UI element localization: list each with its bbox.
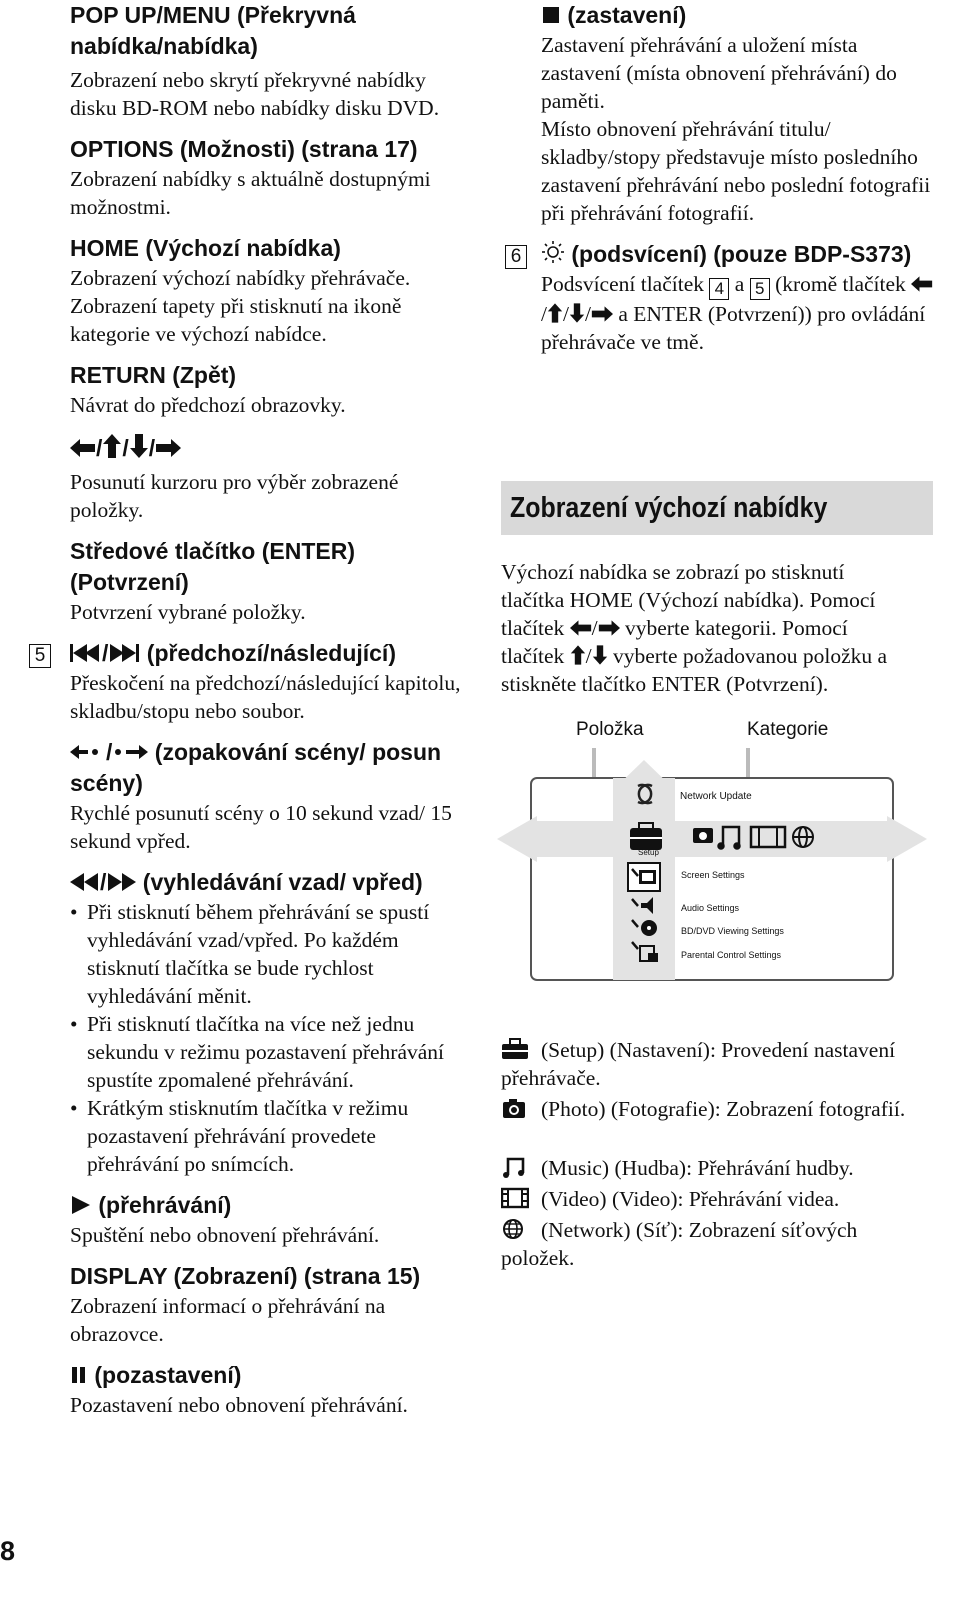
- play-desc: Spuštění nebo obnovení přehrávání.: [70, 1223, 380, 1247]
- intro-text-3: vyberte požadovanou položku a stiskněte tlačítko ENTER (Potvrzení).: [501, 644, 888, 696]
- arrow-up-icon: [570, 645, 586, 665]
- left-column: [34, 0, 470, 1427]
- pause-heading: [70, 1360, 470, 1391]
- prev-next-label: (předchozí/následující): [146, 640, 396, 666]
- list-item: • Při stisknutí během přehrávání se spustí vyhledávání vzad/vpřed. Po každém stisknutí tlačítka se bude rychlost vyhledávání měnit.: [70, 898, 470, 1010]
- arrow-down-icon: [592, 645, 608, 665]
- page-number: 8: [0, 1536, 16, 1566]
- pause-icon: [70, 1365, 88, 1385]
- legend-network: [501, 1216, 921, 1272]
- stop-icon: [541, 5, 561, 25]
- diagram-label-item: Položka: [576, 719, 644, 740]
- home-menu-intro: Výchozí nabídka se zobrazí po stisknutí tlačítka HOME (Výchozí nabídka). Pomocí tlačítek / vyberte kategorii. Pomocí tlačítek / vyberte požadovanou položku a stiskněte tlačítko ENTER (Potvrzení).: [501, 560, 888, 696]
- stop-desc: Zastavení přehrávání a uložení místa zastavení (místa obnovení přehrávání) do paměti.: [541, 33, 897, 113]
- light-bulb-icon: [541, 240, 565, 264]
- search-label: (vyhledávání vzad/ vpřed): [142, 869, 423, 895]
- pause-label: (pozastavení): [94, 1362, 242, 1388]
- key-box-4: 4: [709, 278, 729, 300]
- arrow-left-icon: [570, 619, 592, 637]
- play-label: (přehrávání): [98, 1192, 232, 1218]
- light-desc-c: (kromě tlačítek: [775, 272, 906, 296]
- arrow-right-icon: [598, 619, 620, 637]
- return-heading: RETURN (Zpět): [70, 362, 237, 388]
- play-icon: [70, 1195, 92, 1215]
- stop-heading: [541, 0, 936, 31]
- popup-menu-heading: POP UP/MENU (Překryvná nabídka/nabídka): [70, 2, 356, 59]
- rewind-icon: [70, 872, 100, 892]
- camera-icon: [693, 828, 713, 843]
- pause-desc: Pozastavení nebo obnovení přehrávání.: [70, 1393, 408, 1417]
- enter-heading: Středové tlačítko (ENTER) (Potvrzení): [70, 538, 355, 595]
- diagram-label-category: Kategorie: [747, 719, 829, 740]
- arrow-up-icon: [547, 303, 563, 323]
- light-label: (podsvícení) (pouze BDP-S373): [571, 241, 912, 267]
- item-number-6: 6: [505, 245, 527, 269]
- options-heading: OPTIONS (Možnosti) (strana 17): [70, 136, 418, 162]
- options-desc: Zobrazení nabídky s aktuálně dostupnými možnostmi.: [70, 167, 431, 219]
- arrow-keys-heading: / / /: [70, 433, 470, 464]
- globe-icon: [501, 1218, 529, 1240]
- next-icon: [108, 643, 140, 663]
- legend-music-text: (Music) (Hudba): Přehrávání hudby.: [541, 1156, 854, 1180]
- enter-desc: Potvrzení vybrané položky.: [70, 600, 306, 624]
- arrow-right-icon: [155, 438, 181, 458]
- arrow-left-icon: [911, 275, 933, 293]
- section-banner: [501, 481, 933, 535]
- home-menu-diagram: [497, 748, 937, 988]
- legend-setup-text: (Setup) (Nastavení): Provedení nastavení přehrávače.: [501, 1038, 896, 1090]
- display-desc: Zobrazení informací o přehrávání na obrazovce.: [70, 1294, 386, 1346]
- prev-next-desc: Přeskočení na předchozí/následující kapitolu, skladbu/stopu nebo soubor.: [70, 671, 461, 723]
- search-bullets: [70, 898, 470, 1178]
- light-desc: Podsvícení tlačítek 4 a 5 (kromě tlačítek / / / a ENTER (Potvrzení)) pro ovládání přehrávače ve tmě.: [541, 270, 936, 356]
- intro-text-1: Výchozí nabídka se zobrazí po stisknutí tlačítka HOME (Výchozí nabídka). Pomocí tlačítek: [501, 560, 876, 640]
- prev-next-heading: / (předchozí/následující): [70, 638, 470, 669]
- menu-item-label: Parental Control Settings: [681, 950, 782, 960]
- right-column: [510, 0, 936, 364]
- menu-item-label: Audio Settings: [681, 903, 740, 913]
- legend-photo-text: (Photo) (Fotografie): Zobrazení fotografií.: [541, 1097, 906, 1121]
- home-heading: HOME (Výchozí nabídka): [70, 235, 341, 261]
- light-heading: [541, 239, 936, 270]
- arrow-right-icon: [591, 305, 613, 323]
- arrow-down-icon: [129, 434, 149, 458]
- stop-desc-2: Místo obnovení přehrávání titulu/ skladby/stopy představuje místo posledního zastavení přehrávání nebo poslední fotografii při přehrávání fotografií.: [541, 117, 931, 225]
- legend-video-text: (Video) (Video): Přehrávání videa.: [541, 1187, 840, 1211]
- music-note-icon: [501, 1156, 529, 1178]
- arrow-down-icon: [569, 303, 585, 323]
- section-title: Zobrazení výchozí nabídky: [510, 492, 828, 524]
- fast-forward-icon: [106, 872, 136, 892]
- intro-text-2: vyberte kategorii. Pomocí tlačítek: [501, 616, 848, 668]
- setup-label: Setup: [638, 848, 659, 857]
- light-desc-b: a: [734, 272, 745, 296]
- replay-heading: / (zopakování scény/ posun scény): [70, 739, 442, 796]
- replay-label: (zopakování scény/ posun scény): [70, 739, 442, 796]
- legend-setup: [501, 1036, 921, 1092]
- light-desc-d: a ENTER (Potvrzení)) pro ovládání přehrávače ve tmě.: [541, 302, 926, 354]
- display-heading: DISPLAY (Zobrazení) (strana 15): [70, 1263, 421, 1289]
- arrow-keys-desc: Posunutí kurzoru pro výběr zobrazené položky.: [70, 470, 399, 522]
- light-desc-a: Podsvícení tlačítek: [541, 272, 705, 296]
- list-item: • Krátkým stisknutím tlačítka v režimu pozastavení přehrávání provedete přehrávání po snímcích.: [70, 1094, 470, 1178]
- legend-network-text: (Network) (Síť): Zobrazení síťových položek.: [501, 1218, 858, 1270]
- play-heading: [70, 1190, 470, 1221]
- legend-video: [501, 1185, 921, 1213]
- list-item: • Při stisknutí tlačítka na více než jednu sekundu v režimu pozastavení přehrávání spustíte zpomalené přehrávání.: [70, 1010, 470, 1094]
- return-desc: Návrat do předchozí obrazovky.: [70, 393, 346, 417]
- menu-item-label: Screen Settings: [681, 870, 745, 880]
- arrow-up-icon: [102, 434, 122, 458]
- search-heading: / (vyhledávání vzad/ vpřed): [70, 867, 470, 898]
- arrow-left-icon: [70, 438, 96, 458]
- camera-icon: [501, 1097, 529, 1119]
- film-icon: [501, 1187, 529, 1209]
- previous-icon: [70, 643, 102, 663]
- network-update-label: Network Update: [680, 791, 752, 802]
- legend-music: [501, 1154, 921, 1182]
- toolbox-icon: [501, 1038, 529, 1060]
- menu-item-label: BD/DVD Viewing Settings: [681, 926, 784, 936]
- legend-photo: [501, 1095, 921, 1123]
- popup-menu-desc: Zobrazení nebo skrytí překryvné nabídky disku BD-ROM nebo nabídky disku DVD.: [70, 68, 440, 120]
- stop-label: (zastavení): [567, 2, 687, 28]
- item-number-5: 5: [29, 644, 51, 668]
- home-desc: Zobrazení výchozí nabídky přehrávače. Zobrazení tapety při stisknutí na ikoně kategorie ve výchozí nabídce.: [70, 266, 411, 346]
- key-box-5: 5: [750, 278, 770, 300]
- replay-icon: [70, 742, 106, 762]
- advance-icon: [112, 742, 148, 762]
- replay-desc: Rychlé posunutí scény o 10 sekund vzad/ 15 sekund vpřed.: [70, 801, 452, 853]
